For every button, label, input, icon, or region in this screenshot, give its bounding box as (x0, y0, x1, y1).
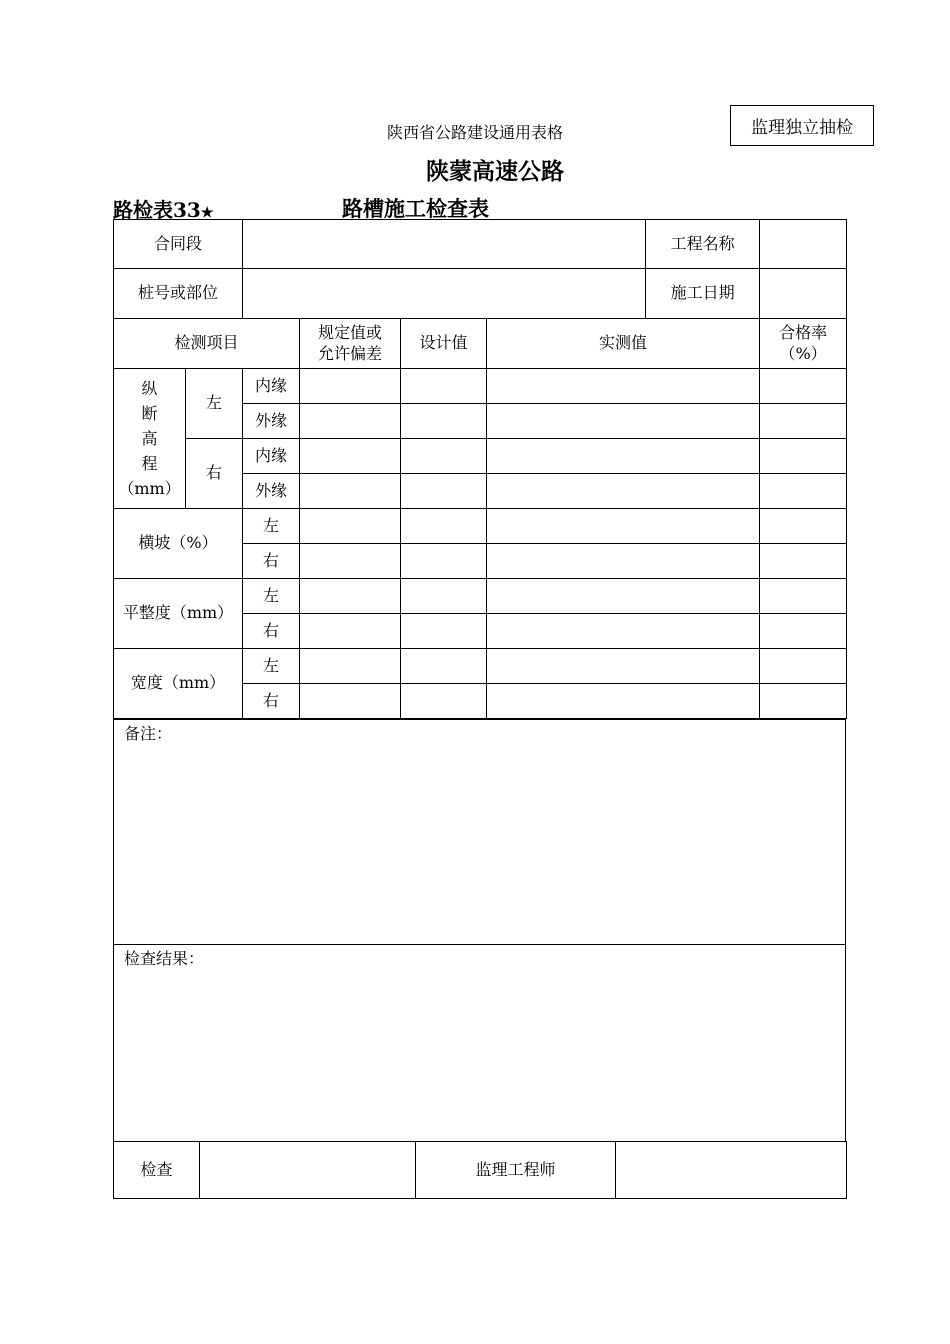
measured-cell[interactable] (487, 474, 760, 509)
column-header-measured: 实测值 (487, 319, 760, 369)
supervision-label: 监理独立抽检 (751, 118, 853, 138)
measured-cell[interactable] (487, 544, 760, 579)
remarks-area[interactable] (114, 720, 846, 945)
elevation-char: 断 (141, 404, 158, 423)
spec-cell[interactable] (300, 404, 401, 439)
side-right-label: 右 (243, 544, 300, 579)
construction-date-label: 施工日期 (646, 269, 760, 319)
design-cell[interactable] (401, 544, 487, 579)
side-right-label: 右 (243, 614, 300, 649)
station-label: 桩号或部位 (114, 269, 243, 319)
measured-cell[interactable] (487, 439, 760, 474)
pass-rate-cell[interactable] (760, 404, 847, 439)
spec-cell[interactable] (300, 579, 401, 614)
spec-cell[interactable] (300, 369, 401, 404)
design-cell[interactable] (401, 649, 487, 684)
width-label: 宽度（mm） (114, 649, 243, 719)
elevation-left-label: 左 (186, 369, 243, 439)
project-name-label: 工程名称 (646, 220, 760, 269)
spec-cell[interactable] (300, 614, 401, 649)
signature-table (113, 1141, 847, 1199)
result-area[interactable] (114, 945, 846, 1142)
elevation-char: 高 (141, 429, 158, 448)
construction-date-field[interactable] (760, 269, 847, 319)
flatness-label: 平整度（mm） (114, 579, 243, 649)
measured-cell[interactable] (487, 404, 760, 439)
side-left-label: 左 (243, 579, 300, 614)
spec-cell[interactable] (300, 439, 401, 474)
elevation-char: 程 (141, 454, 158, 473)
side-left-label: 左 (243, 509, 300, 544)
pass-rate-cell[interactable] (760, 579, 847, 614)
form-title: 路槽施工检查表 (342, 197, 489, 221)
measured-cell[interactable] (487, 649, 760, 684)
inspector-label: 检查 (114, 1142, 200, 1199)
outer-edge-label: 外缘 (243, 474, 300, 509)
pass-rate-cell[interactable] (760, 474, 847, 509)
project-name-field[interactable] (760, 220, 847, 269)
spec-cell[interactable] (300, 649, 401, 684)
side-right-label: 右 (243, 684, 300, 719)
elevation-unit: （mm） (118, 479, 181, 498)
spec-cell[interactable] (300, 544, 401, 579)
project-title: 陕蒙高速公路 (426, 159, 564, 185)
side-left-label: 左 (243, 649, 300, 684)
pass-rate-cell[interactable] (760, 439, 847, 474)
measured-cell[interactable] (487, 579, 760, 614)
column-header-item: 检测项目 (114, 319, 300, 369)
contract-section-label: 合同段 (114, 220, 243, 269)
measured-cell[interactable] (487, 684, 760, 719)
measured-cell[interactable] (487, 614, 760, 649)
elevation-label (114, 369, 186, 509)
contract-section-field[interactable] (243, 220, 646, 269)
spec-cell[interactable] (300, 684, 401, 719)
design-cell[interactable] (401, 404, 487, 439)
form-code-text: 路检表33 (113, 198, 201, 222)
remarks-table (113, 719, 846, 1142)
column-header-pass-rate (760, 319, 847, 369)
supervisor-signature-field[interactable] (616, 1142, 847, 1199)
design-cell[interactable] (401, 509, 487, 544)
pass-rate-cell[interactable] (760, 544, 847, 579)
star-icon: ★ (200, 205, 214, 221)
design-cell[interactable] (401, 614, 487, 649)
remarks-label: 备注： (124, 724, 173, 743)
design-cell[interactable] (401, 369, 487, 404)
elevation-char: 纵 (141, 379, 158, 398)
measured-cell[interactable] (487, 509, 760, 544)
form-subtitle: 陕西省公路建设通用表格 (386, 123, 563, 142)
inner-edge-label: 内缘 (243, 439, 300, 474)
result-label: 检查结果： (124, 949, 205, 968)
spec-cell[interactable] (300, 474, 401, 509)
pass-rate-cell[interactable] (760, 649, 847, 684)
outer-edge-label: 外缘 (243, 404, 300, 439)
column-header-spec (300, 319, 401, 369)
pass-rate-cell[interactable] (760, 369, 847, 404)
cross-slope-label: 横坡（%） (114, 509, 243, 579)
pass-rate-cell[interactable] (760, 509, 847, 544)
supervisor-label: 监理工程师 (416, 1142, 616, 1199)
design-cell[interactable] (401, 474, 487, 509)
design-cell[interactable] (401, 439, 487, 474)
inspector-signature-field[interactable] (200, 1142, 416, 1199)
inspection-table (113, 219, 847, 719)
design-cell[interactable] (401, 579, 487, 614)
column-header-design: 设计值 (401, 319, 487, 369)
inner-edge-label: 内缘 (243, 369, 300, 404)
measured-cell[interactable] (487, 369, 760, 404)
station-field[interactable] (243, 269, 646, 319)
pass-rate-cell[interactable] (760, 684, 847, 719)
pass-rate-line-1: 合格率 (779, 322, 828, 342)
spec-line-1: 规定值或 (318, 322, 383, 342)
spec-cell[interactable] (300, 509, 401, 544)
design-cell[interactable] (401, 684, 487, 719)
pass-rate-line-2: （%） (779, 343, 827, 363)
pass-rate-cell[interactable] (760, 614, 847, 649)
spec-line-2: 允许偏差 (318, 343, 383, 363)
elevation-right-label: 右 (186, 439, 243, 509)
